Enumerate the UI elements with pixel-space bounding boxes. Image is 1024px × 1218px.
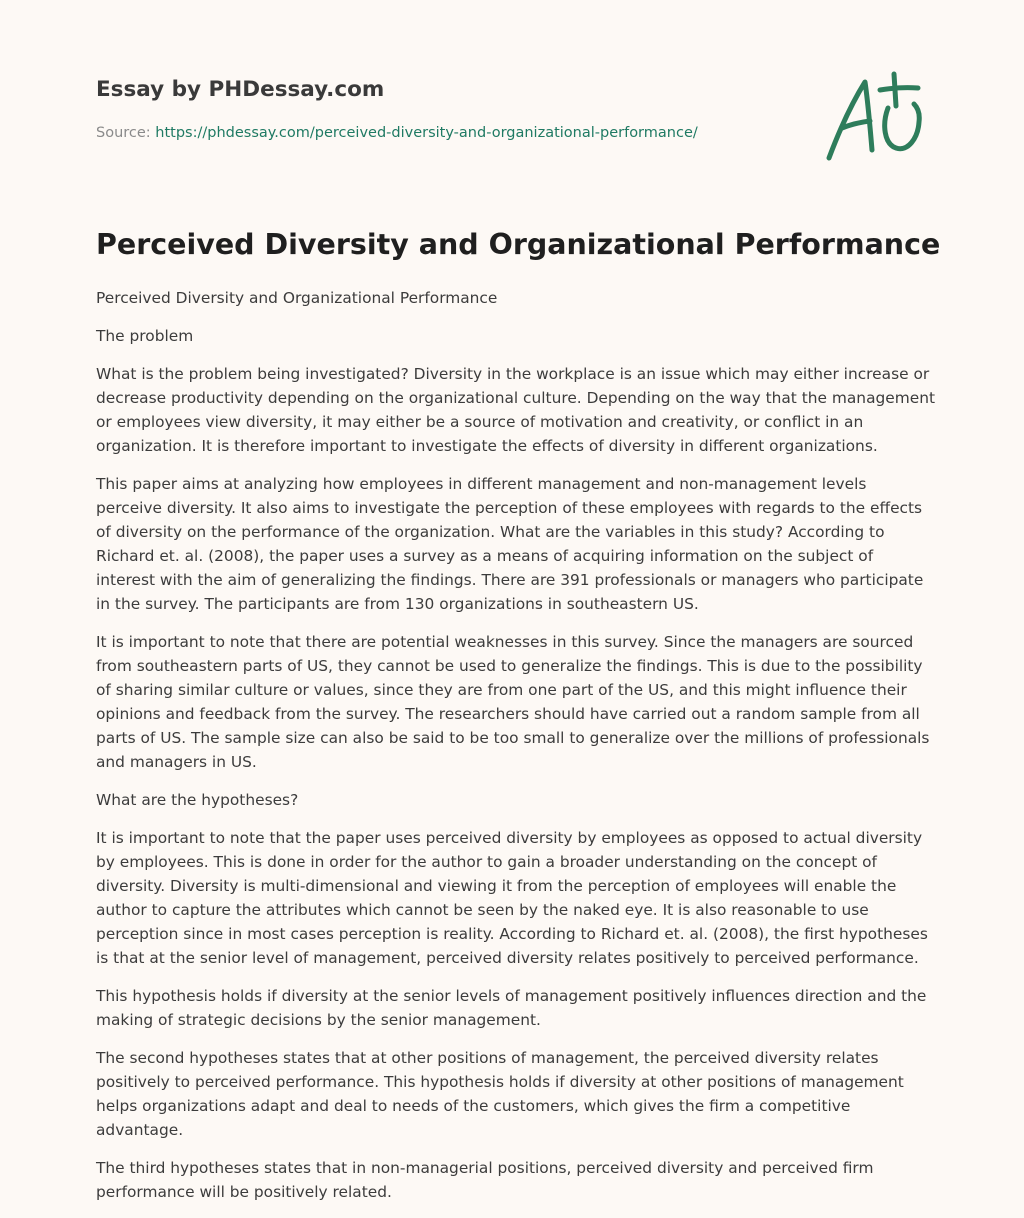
essay-paragraph: Perceived Diversity and Organizational Performance — [96, 289, 498, 307]
essay-paragraph: The third hypotheses states that in non-managerial positions, perceived diversity and perceived firm performance will be positively related. — [96, 1159, 874, 1201]
essay-paragraph: It is important to note that there are potential weaknesses in this survey. Since the managers are sourced from southeastern parts of US, they cannot be used to generalize the findings. This is due to the possibility of sharing similar culture or values, since they are from one part of the US, and this might influence their opinions and feedback from the survey. The researchers should have carried out a random sample from all parts of US. The sample size can also be said to be too small to generalize over the millions of professionals and managers in US. — [96, 633, 930, 771]
essay-body — [96, 286, 936, 1218]
a-plus-logo-icon — [822, 68, 926, 164]
source-line — [96, 123, 698, 143]
essay-paragraph: This hypothesis holds if diversity at the senior levels of management positively influences direction and the making of strategic decisions by the senior management. — [96, 987, 927, 1029]
essay-paragraph: It is important to note that the paper uses perceived diversity by employees as opposed to actual diversity by employees. This is done in order for the author to gain a broader understanding on the concept of diversity. Diversity is multi-dimensional and viewing it from the perception of employees will enable the author to capture the attributes which cannot be seen by the naked eye. It is also reasonable to use perception since in most cases perception is reality. According to Richard et. al. (2008), the first hypotheses is that at the senior level of management, perceived diversity relates positively to perceived performance. — [96, 829, 928, 967]
essay-paragraph: What is the problem being investigated? Diversity in the workplace is an issue which may either increase or decrease productivity depending on the organizational culture. Depending on the way that the management or employees view diversity, it may either be a source of motivation and creativity, or conflict in an organization. It is therefore important to investigate the effects of diversity in different organizations. — [96, 365, 935, 455]
essay-paragraph: The second hypotheses states that at other positions of management, the perceived diversity relates positively to perceived performance. This hypothesis holds if diversity at other positions of management helps organizations adapt and deal to needs of the customers, which gives the firm a competitive advantage. — [96, 1049, 904, 1139]
source-link[interactable]: https://phdessay.com/perceived-diversity-and-organizational-performance/ — [155, 125, 698, 141]
essay-title: Perceived Diversity and Organizational Performance — [96, 228, 941, 261]
essay-paragraph: The problem — [96, 327, 194, 345]
essay-paragraph: What are the hypotheses? — [96, 791, 299, 809]
site-title: Essay by PHDessay.com — [96, 77, 385, 102]
source-label: Source: — [96, 125, 151, 141]
essay-paragraph: This paper aims at analyzing how employees in different management and non-management levels perceive diversity. It also aims to investigate the perception of these employees with regards to the effects of diversity on the performance of the organization. What are the variables in this study? According to Richard et. al. (2008), the paper uses a survey as a means of acquiring information on the subject of interest with the aim of generalizing the findings. There are 391 professionals or managers who participate in the survey. The participants are from 130 organizations in southeastern US. — [96, 475, 924, 613]
